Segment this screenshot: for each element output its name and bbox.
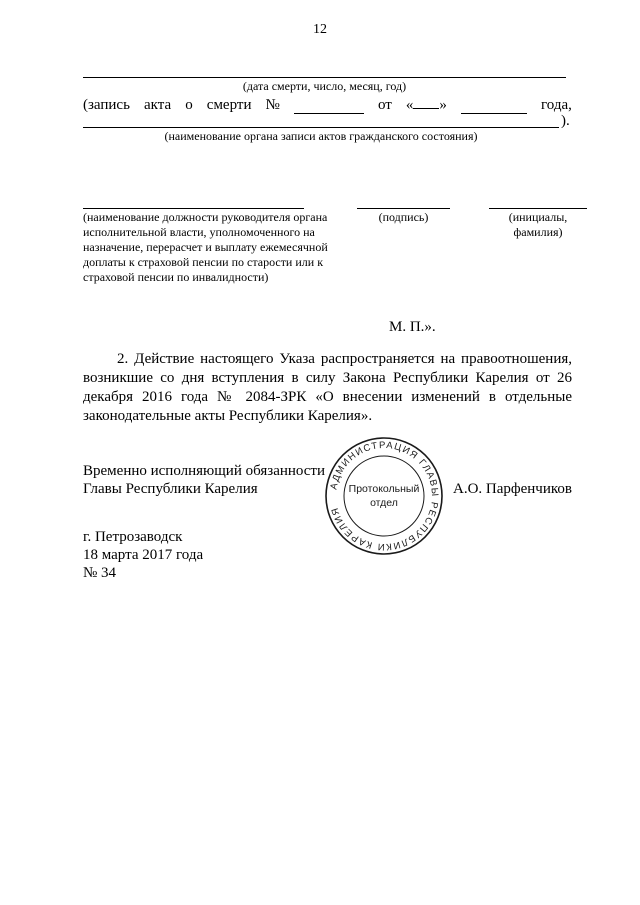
- round-seal-stamp: [322, 434, 446, 558]
- death-record-no: №: [265, 97, 280, 113]
- footer-block: [83, 528, 203, 582]
- registry-close: ).: [561, 113, 570, 129]
- death-record-act: акта: [144, 97, 172, 113]
- paragraph-2: 2. Действие настоящего Указа распространяется на правоотношения, возникшие со дня вступления в силу Закона Республики Карелия от 26 декабря 2016 года № 2084-ЗРК «О внесении изменений в отдельные законодательные акты Республики Карелия».: [83, 351, 572, 424]
- death-record-month-blank[interactable]: [461, 99, 527, 114]
- signature-caption: (подпись): [378, 210, 429, 224]
- death-record-row: [83, 94, 572, 114]
- death-record-year: года,: [541, 97, 572, 113]
- signatory-title-line1: Временно исполняющий обязанности: [83, 463, 326, 479]
- initials-line: [489, 208, 587, 209]
- signatory-title: [83, 462, 325, 498]
- signatory-title-line2: Главы Республики Карелия: [83, 481, 258, 497]
- death-record-open: (запись: [83, 97, 130, 113]
- death-record-death: смерти: [206, 97, 252, 113]
- position-caption: (наименование должности руководителя органа исполнительной власти, уполномоченного на назначение, перерасчет и выплату ежемесячной доплаты к страховой пенсии по старости или к страховой пенсии по инвалидности): [83, 210, 328, 284]
- death-record-quote-open: «: [405, 97, 414, 113]
- page-number: 12: [313, 22, 327, 37]
- seal-inner-line1: Протокольный: [348, 483, 420, 495]
- death-record-o: о: [185, 97, 193, 113]
- seal-outer-text-path: АДМИНИСТРАЦИЯ ГЛАВЫ РЕСПУБЛИКИ КАРЕЛИЯ: [328, 439, 441, 553]
- footer-number: № 34: [83, 565, 117, 581]
- footer-date: 18 марта 2017 года: [83, 547, 204, 563]
- initials-caption: [489, 210, 587, 240]
- initials-caption-line1: (инициалы,: [508, 210, 568, 224]
- initials-caption-line2: фамилия): [513, 225, 563, 239]
- death-record-quote-close: »: [439, 97, 447, 113]
- death-date-line: [83, 77, 566, 78]
- registry-line: [83, 127, 559, 128]
- seal-inner-line2: отдел: [370, 497, 398, 509]
- death-record-day-blank[interactable]: [413, 94, 439, 109]
- death-record-number-blank[interactable]: [294, 99, 364, 114]
- registry-caption: (наименование органа записи актов гражданского состояния): [164, 129, 478, 143]
- position-line: [83, 208, 304, 209]
- seal-inner-ring: [344, 456, 424, 536]
- seal-outer-ring: [326, 438, 442, 554]
- death-record-from: от: [377, 97, 392, 113]
- signatory-name: А.О. Парфенчиков: [453, 481, 572, 497]
- death-record-date-group: [406, 94, 447, 114]
- stamp-place-label: М. П.».: [389, 319, 436, 335]
- signature-line: [357, 208, 450, 209]
- death-date-caption: (дата смерти, число, месяц, год): [242, 79, 407, 93]
- footer-city: г. Петрозаводск: [83, 529, 183, 545]
